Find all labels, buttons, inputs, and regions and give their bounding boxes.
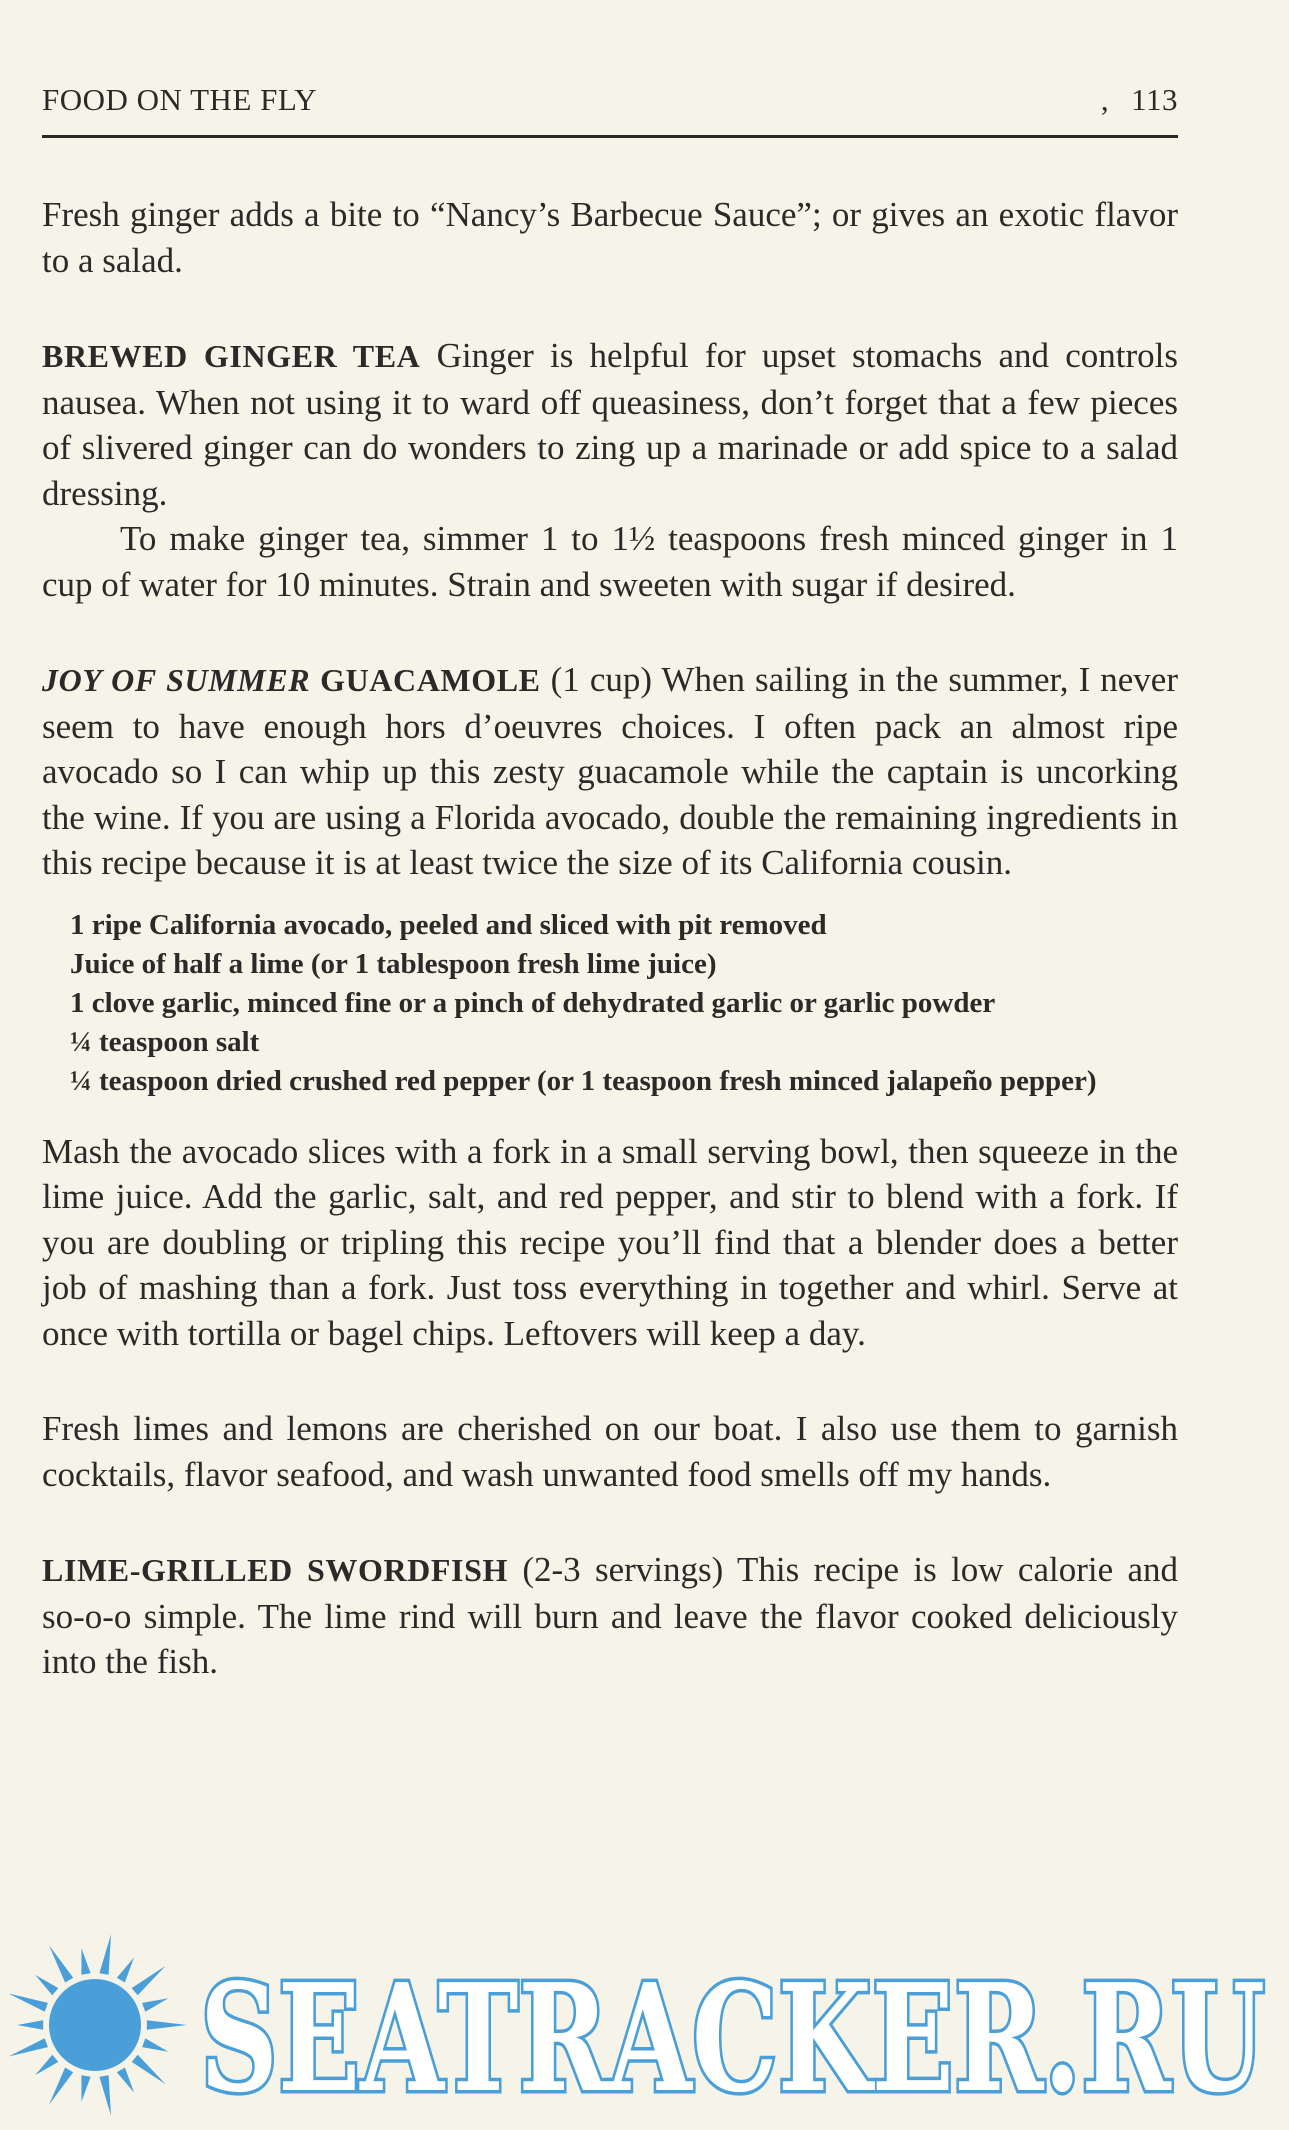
ginger-tea-paragraph: BREWED GINGER TEA Ginger is helpful for upset stomachs and controls nausea. When not using it to ward off queasiness, don’t forget that a few pieces of slivered ginger can do wonders to zing up a marinade or add spice to a salad dressing.	[42, 336, 1178, 513]
sun-ray	[35, 1975, 58, 1995]
sun-ray	[117, 1958, 134, 1983]
sun-ray	[9, 1994, 48, 2012]
sun-ray	[142, 2038, 168, 2051]
ginger-intro-paragraph: Fresh ginger adds a bite to “Nancy’s Barbecue Sauce”; or gives an exotic flavor to a salad.	[42, 195, 1178, 280]
recipe-title: BREWED GINGER TEA	[42, 338, 421, 374]
ingredient-item: Juice of half a lime (or 1 tablespoon fresh lime juice)	[70, 947, 717, 980]
page-number: 113	[1131, 82, 1178, 117]
watermark-text: SEATRACKER.RU	[200, 1951, 1265, 2125]
guacamole-paragraph: JOY OF SUMMER GUACAMOLE (1 cup) When sailing in the summer, I never seem to have enough hors d’oeuvres choices. I often pack an almost ripe avocado so I can whip up this zesty guacamole while the captain is uncorking the wine. If you are using a Florida avocado, double the remaining ingredients in this recipe because it is at least twice the size of its California cousin.	[42, 660, 1178, 882]
limes-paragraph: Fresh limes and lemons are cherished on our boat. I also use them to garnish cocktails, flavor seafood, and wash unwanted food smells off my hands.	[42, 1409, 1178, 1494]
ingredient-item: 1 clove garlic, minced fine or a pinch of dehydrated garlic or garlic powder	[70, 986, 996, 1019]
sun-ray	[132, 1966, 166, 1995]
sun-ray	[81, 2075, 90, 2102]
swordfish-paragraph: LIME-GRILLED SWORDFISH (2-3 servings) This recipe is low calorie and so-o-o simple. The lime rind will burn and leave the flavor cooked deliciously into the fish.	[42, 1550, 1179, 1681]
ingredient-list	[42, 906, 1178, 1101]
header-rule	[42, 135, 1178, 138]
sun-ray	[147, 2020, 187, 2029]
recipe-title-italic: JOY OF SUMMER	[42, 662, 311, 698]
sun-ray	[81, 1948, 90, 1975]
running-head	[42, 82, 1178, 118]
sun-ray	[99, 2075, 111, 2115]
recipe-yield: (1 cup)	[540, 660, 653, 699]
sun-ray	[35, 2055, 58, 2075]
running-head-separator: ,	[1100, 82, 1110, 117]
watermark-graphic	[0, 1930, 1289, 2125]
sun-ray	[49, 2068, 73, 2105]
sun-icon	[9, 1934, 188, 2115]
guacamole-method: Mash the avocado slices with a fork in a small serving bowl, then squeeze in the lime juice. Add the garlic, salt, and red pepper, and stir to blend with a fork. If you are doubling or tripling this recipe you’ll find that a blender does a better job of mashing than a fork. Just toss everything in together and whirl. Serve at once with tortilla or bagel chips. Leftovers will keep a day.	[42, 1131, 1178, 1353]
ingredient-item: ¼ teaspoon dried crushed red pepper (or 1 teaspoon fresh minced jalapeño pepper)	[70, 1064, 1097, 1097]
page-body	[42, 192, 1178, 1685]
sun-ray	[9, 2038, 48, 2056]
sun-ray	[117, 2068, 134, 2093]
watermark	[0, 1930, 1289, 2125]
recipe-yield: (2-3 servings)	[507, 1550, 724, 1589]
ingredient-item: 1 ripe California avocado, peeled and sliced with pit removed	[70, 908, 827, 941]
sun-ray	[132, 2055, 166, 2084]
running-head-title: FOOD ON THE FLY	[42, 82, 318, 117]
recipe-title: GUACAMOLE	[310, 662, 541, 698]
ingredient-item: ¼ teaspoon salt	[70, 1025, 260, 1058]
recipe-title: LIME-GRILLED SWORDFISH	[42, 1552, 508, 1588]
sun-ray	[17, 2020, 43, 2029]
sun-ray	[142, 1998, 168, 2011]
sun-ray	[49, 1945, 73, 1982]
sun-ray	[99, 1934, 111, 1974]
ginger-tea-method: To make ginger tea, simmer 1 to 1½ teaspoons fresh minced ginger in 1 cup of water for 10 minutes. Strain and sweeten with sugar if desired.	[42, 519, 1178, 604]
